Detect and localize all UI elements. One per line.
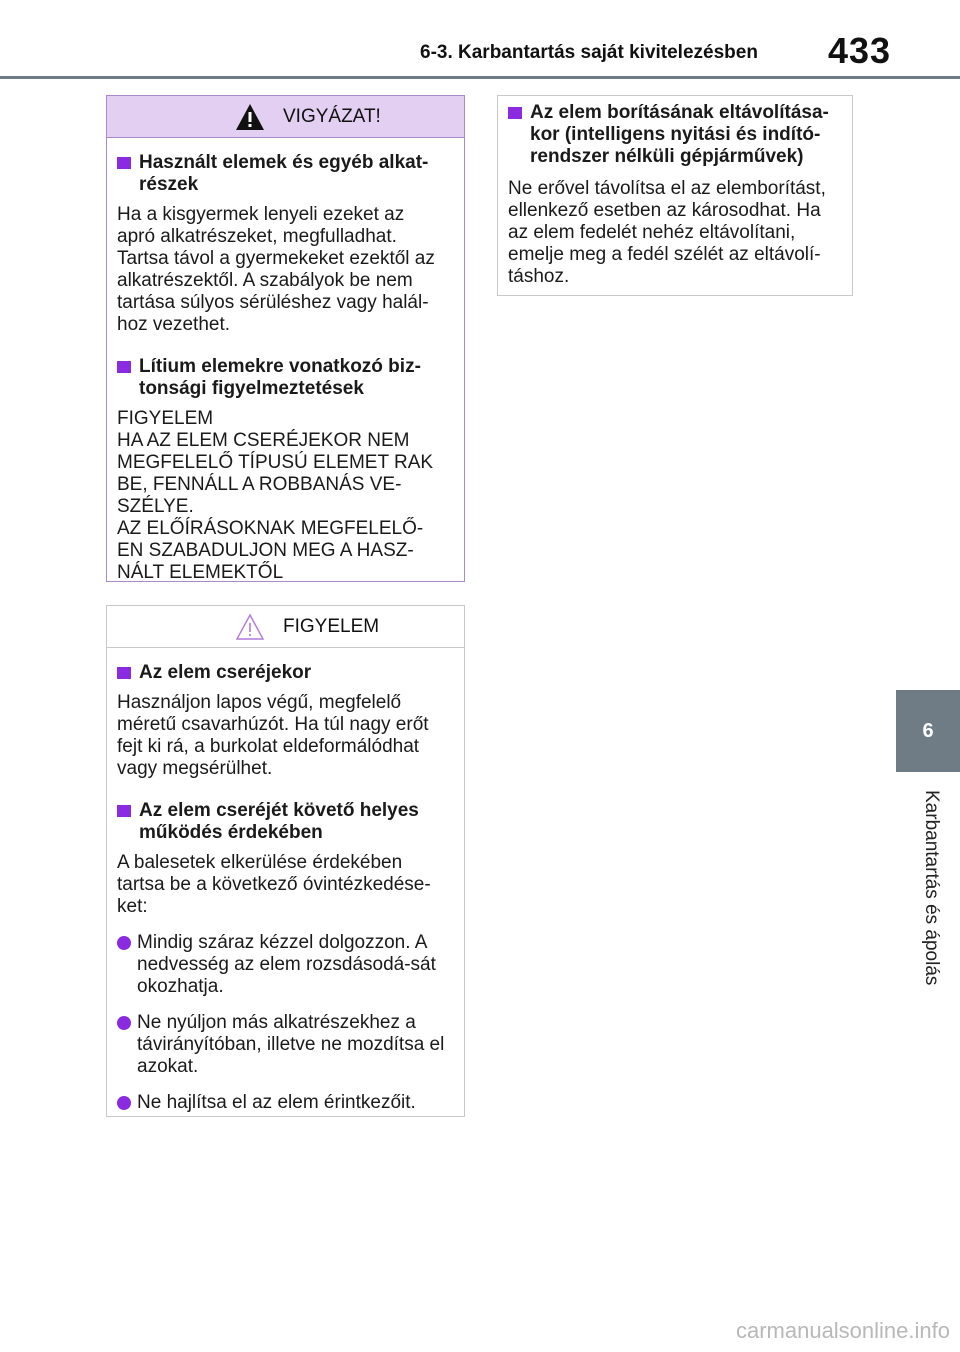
- notice-triangle-outline-icon: [235, 613, 265, 641]
- warning-box: [106, 95, 465, 582]
- warning-triangle-icon: [235, 103, 265, 131]
- list-item: Ne hajlítsa el az elem érintkezőit.: [117, 1092, 446, 1114]
- watermark: carmanualsonline.info: [735, 1318, 950, 1343]
- section-heading: Lítium elemekre vonatkozó biz-tonsági figyelmeztetések: [117, 356, 446, 400]
- section-body: A balesetek elkerülése érdekében tartsa be a következő óvintézkedése-ket:: [117, 852, 431, 917]
- chapter-label: Karbantartás és ápolás: [921, 790, 942, 986]
- notice-box: [106, 605, 465, 1117]
- info-box: [497, 95, 853, 296]
- list-item: Mindig száraz kézzel dolgozzon. A nedvesség az elem rozsdásodá-sát okozhatja.: [117, 932, 446, 998]
- page-number: 433: [828, 30, 892, 71]
- section-heading: Az elem cseréjekor: [117, 662, 446, 684]
- square-bullet-icon: [117, 805, 131, 817]
- circle-bullet-icon: [117, 936, 131, 950]
- chapter-tab[interactable]: [896, 690, 960, 772]
- square-bullet-icon: [117, 157, 131, 169]
- notice-title: FIGYELEM: [283, 615, 380, 637]
- section-heading: Az elem cseréjét követő helyes működés érdekében: [117, 800, 446, 844]
- section-body: Ne erővel távolítsa el az elemborítást, ellenkező esetben az károsodhat. Ha az elem fedelét nehéz eltávolítani, emelje meg a fedél szélét az eltávolí-táshoz.: [508, 178, 826, 287]
- section-heading: Használt elemek és egyéb alkat-részek: [117, 152, 446, 196]
- warning-box-header: [107, 96, 464, 138]
- chapter-number: 6: [922, 719, 934, 742]
- section-heading: Az elem borításának eltávolítása-kor (intelligens nyitási és indító-rendszer nélküli gépjárművek): [508, 102, 834, 168]
- list-item: Ne nyúljon más alkatrészekhez a távirányítóban, illetve ne mozdítsa el azokat.: [117, 1012, 446, 1078]
- warning-title: VIGYÁZAT!: [283, 105, 381, 127]
- notice-box-header: [107, 606, 464, 648]
- section-body: Ha a kisgyermek lenyeli ezeket az apró alkatrészeket, megfulladhat. Tartsa távol a gyermekeket ezektől az alkatrészektől. A szabályok be nem tartása súlyos sérüléshez vagy halál-hoz vezethet.: [117, 204, 435, 335]
- square-bullet-icon: [508, 107, 522, 119]
- header-rule: [0, 76, 960, 79]
- section-body: FIGYELEM HA AZ ELEM CSERÉJEKOR NEM MEGFELELŐ TÍPUSÚ ELEMET RAK BE, FENNÁLL A ROBBANÁS VE-SZÉLYE. AZ ELŐÍRÁSOKNAK MEGFELELŐ-EN SZABADULJON MEG A HASZ-NÁLT ELEMEKTŐL: [117, 408, 434, 583]
- section-title: 6-3. Karbantartás saját kivitelezésben: [420, 42, 758, 63]
- square-bullet-icon: [117, 667, 131, 679]
- square-bullet-icon: [117, 361, 131, 373]
- circle-bullet-icon: [117, 1096, 131, 1110]
- section-body: Használjon lapos végű, megfelelő méretű csavarhúzót. Ha túl nagy erőt fejt ki rá, a burkolat eldeformálódhat vagy megsérülhet.: [117, 692, 429, 779]
- circle-bullet-icon: [117, 1016, 131, 1030]
